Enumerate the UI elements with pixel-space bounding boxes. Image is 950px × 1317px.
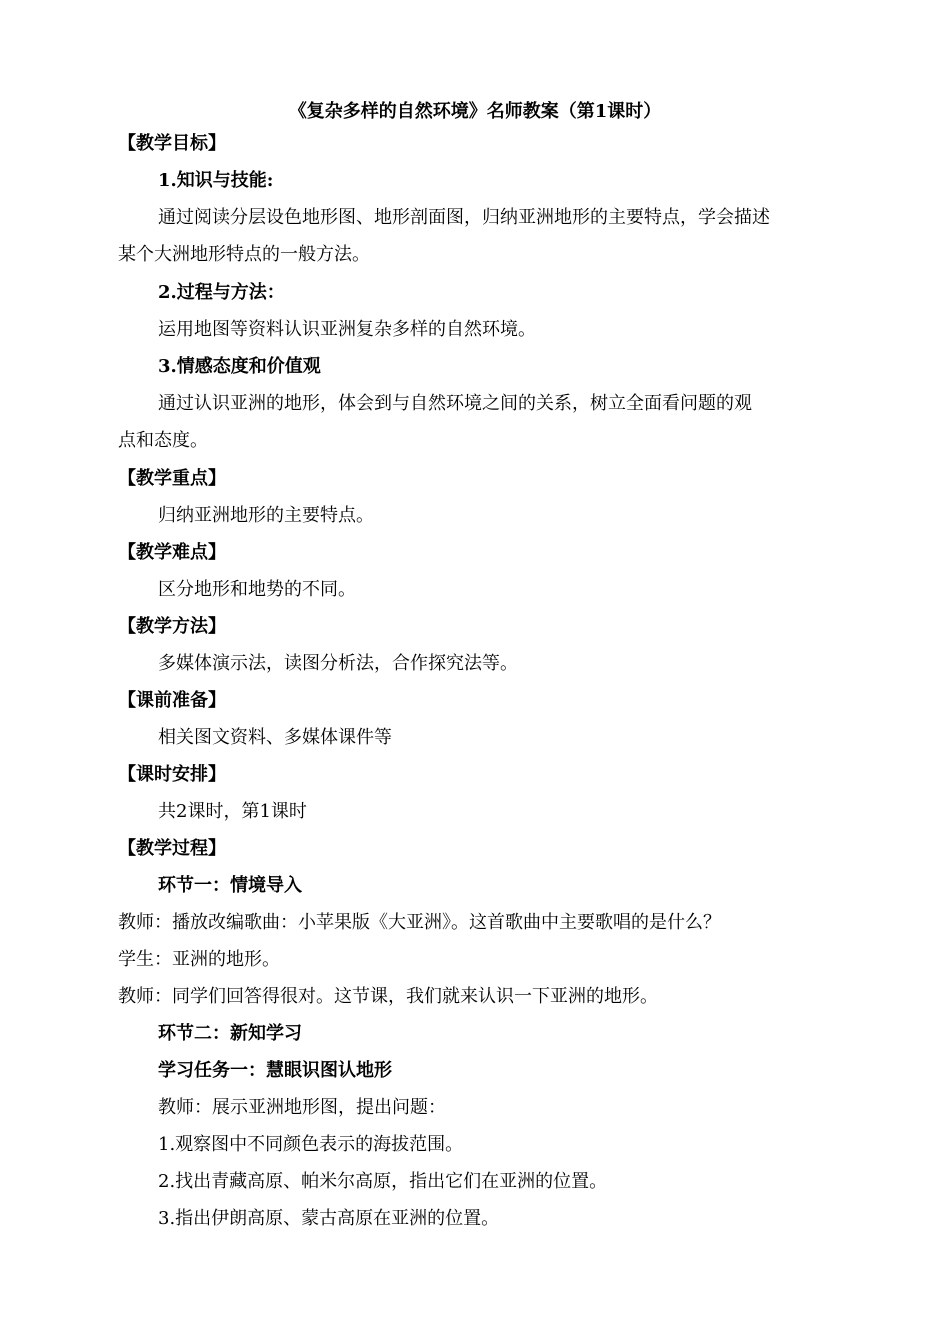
difficulties-text: 区分地形和地势的不同。 (158, 579, 356, 600)
preparation-text: 相关图文资料、多媒体课件等 (158, 727, 392, 748)
methods-heading: 【教学方法】 (118, 616, 226, 637)
knowledge-skills-text-1: 通过阅读分层设色地形图、地形剖面图，归纳亚洲地形的主要特点，学会描述 (158, 207, 770, 228)
teaching-process-heading: 【教学过程】 (118, 838, 226, 859)
preparation-heading: 【课前准备】 (118, 690, 226, 711)
emotion-values-text-1: 通过认识亚洲的地形，体会到与自然环境之间的关系，树立全面看问题的观 (158, 393, 752, 414)
schedule-text: 共2课时，第1课时 (158, 801, 307, 822)
teacher-line-1: 教师：播放改编歌曲：小苹果版《大亚洲》。这首歌曲中主要歌唱的是什么？ (118, 912, 721, 933)
question-3: 3.指出伊朗高原、蒙古高原在亚洲的位置。 (158, 1208, 500, 1229)
student-line-1: 学生：亚洲的地形。 (118, 949, 280, 970)
emotion-values-text-2: 点和态度。 (118, 430, 208, 451)
question-2: 2.找出青藏高原、帕米尔高原，指出它们在亚洲的位置。 (158, 1171, 608, 1192)
methods-text: 多媒体演示法，读图分析法，合作探究法等。 (158, 653, 518, 674)
key-points-text: 归纳亚洲地形的主要特点。 (158, 505, 374, 526)
difficulties-heading: 【教学难点】 (118, 542, 226, 563)
process-methods-title: 2.过程与方法： (158, 282, 285, 303)
knowledge-skills-title: 1.知识与技能: (158, 170, 274, 191)
stage-one-title: 环节一：情境导入 (158, 875, 302, 896)
schedule-heading: 【课时安排】 (118, 764, 226, 785)
question-1: 1.观察图中不同颜色表示的海拔范围。 (158, 1134, 464, 1155)
task-one-intro: 教师：展示亚洲地形图，提出问题： (158, 1097, 446, 1118)
emotion-values-title: 3.情感态度和价值观 (158, 356, 321, 377)
key-points-heading: 【教学重点】 (118, 468, 226, 489)
task-one-title: 学习任务一：慧眼识图认地形 (158, 1060, 392, 1081)
knowledge-skills-text-2: 某个大洲地形特点的一般方法。 (118, 244, 370, 265)
teacher-line-2: 教师：同学们回答得很对。这节课，我们就来认识一下亚洲的地形。 (118, 986, 658, 1007)
process-methods-text: 运用地图等资料认识亚洲复杂多样的自然环境。 (158, 319, 536, 340)
stage-two-title: 环节二：新知学习 (158, 1023, 302, 1044)
document-title: 《复杂多样的自然环境》名师教案（第1课时） (288, 101, 662, 122)
goals-heading: 【教学目标】 (118, 133, 226, 154)
